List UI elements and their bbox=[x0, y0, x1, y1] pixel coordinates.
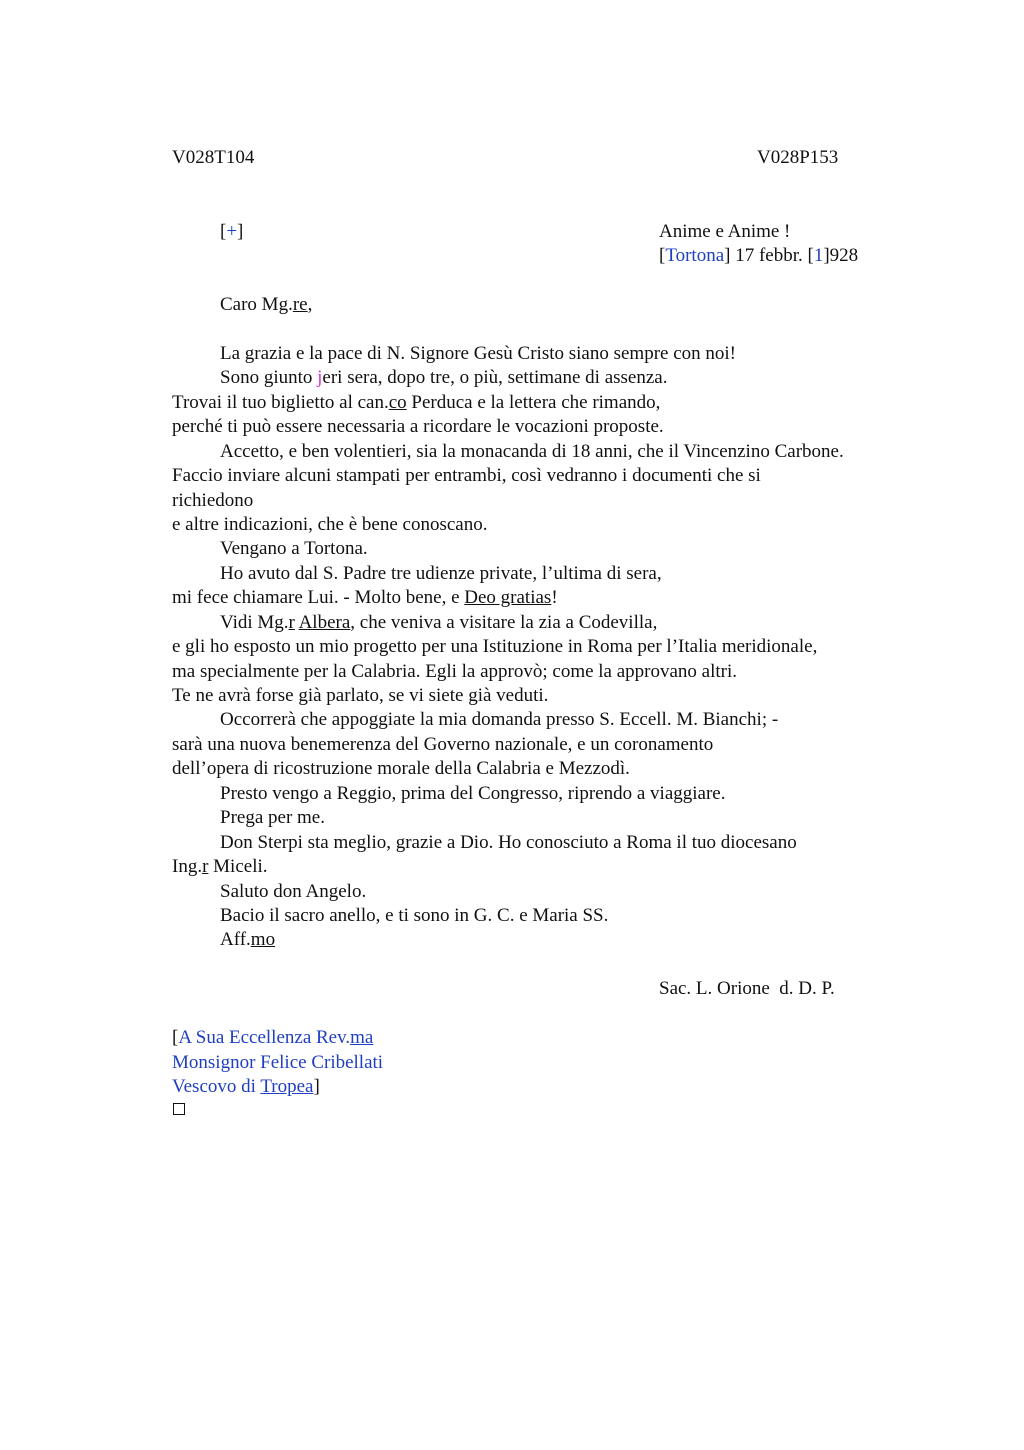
underlined-place: Tropea bbox=[260, 1076, 314, 1097]
body-line-13: e gli ho esposto un mio progetto per una Istituzione in Roma per l’Italia meridionale, bbox=[172, 636, 818, 657]
address-line-3 bbox=[172, 1075, 320, 1099]
abbrev: mo bbox=[250, 929, 276, 950]
body-line-4: perché ti può essere necessaria a ricordare le vocazioni proposte. bbox=[172, 416, 664, 437]
salutation-text: Caro Mg. bbox=[220, 294, 293, 315]
body-line-21: Don Sterpi sta meglio, grazie a Dio. Ho conosciuto a Roma il tuo diocesano bbox=[220, 832, 797, 853]
bracket-close: ] bbox=[313, 1076, 320, 1097]
body-line-8: e altre indicazioni, che è bene conoscano. bbox=[172, 514, 488, 535]
body-line-9: Vengano a Tortona. bbox=[220, 538, 368, 559]
underlined-name: Albera bbox=[298, 612, 351, 633]
text: Trovai il tuo biglietto al can. bbox=[172, 392, 389, 413]
body-line-22 bbox=[172, 855, 268, 879]
text: Aff. bbox=[220, 929, 251, 950]
text: Sono giunto bbox=[220, 367, 318, 388]
square-marker-icon bbox=[173, 1103, 185, 1115]
body-line-14: ma specialmente per la Calabria. Egli la approvò; come la approvano altri. bbox=[172, 661, 738, 682]
abbrev: ma bbox=[350, 1027, 374, 1048]
text: Perduca e la lettera che rimando, bbox=[406, 392, 661, 413]
underlined-phrase: Deo gratias bbox=[464, 587, 552, 608]
body-line-7: richiedono bbox=[172, 490, 254, 511]
body-line-3 bbox=[172, 391, 660, 415]
text: mi fece chiamare Lui. - Molto bene, e bbox=[172, 587, 465, 608]
bracket-open: [ bbox=[659, 245, 666, 266]
body-line-6: Faccio inviare alcuni stampati per entrambi, così vedranno i documenti che si bbox=[172, 465, 761, 486]
body-line-10: Ho avuto dal S. Padre tre udienze private, l’ultima di sera, bbox=[220, 563, 662, 584]
date-text-end: ]928 bbox=[823, 245, 859, 266]
corrected-letter: j bbox=[317, 367, 323, 388]
address-line-1 bbox=[172, 1026, 373, 1050]
text: Vidi Mg. bbox=[220, 612, 289, 633]
signature: Sac. L. Orione d. D. P. bbox=[659, 978, 835, 999]
bracket-close: ] bbox=[724, 245, 731, 266]
cross-symbol: + bbox=[226, 221, 238, 242]
body-line-5: Accetto, e ben volentieri, sia la monacanda di 18 anni, che il Vincenzino Carbone. bbox=[220, 441, 844, 462]
body-line-12 bbox=[220, 611, 657, 635]
body-line-16: Occorrerà che appoggiate la mia domanda presso S. Eccell. M. Bianchi; - bbox=[220, 709, 779, 730]
body-line-1: La grazia e la pace di N. Signore Gesù Cristo siano sempre con noi! bbox=[220, 343, 737, 364]
date-text: 17 febbr. [ bbox=[730, 245, 814, 266]
body-line-17: sarà una nuova benemerenza del Governo nazionale, e un coronamento bbox=[172, 734, 714, 755]
salutation-comma: , bbox=[307, 294, 313, 315]
abbrev: co bbox=[388, 392, 407, 413]
document-code-right: V028P153 bbox=[757, 147, 839, 168]
text: Miceli. bbox=[208, 856, 268, 877]
place-name: Tortona bbox=[665, 245, 725, 266]
text: eri sera, dopo tre, o più, settimane di assenza. bbox=[322, 367, 668, 388]
text: ! bbox=[551, 587, 558, 608]
date-year-digit: 1 bbox=[813, 245, 824, 266]
body-line-24: Bacio il sacro anello, e ti sono in G. C. e Maria SS. bbox=[220, 905, 609, 926]
body-line-19: Presto vengo a Reggio, prima del Congresso, riprendo a viaggiare. bbox=[220, 783, 726, 804]
place-date bbox=[659, 244, 858, 268]
bracket-close: ] bbox=[237, 221, 244, 242]
abbrev: r bbox=[288, 612, 295, 633]
body-line-11 bbox=[172, 586, 558, 610]
salutation bbox=[220, 293, 312, 317]
body-line-15: Te ne avrà forse già parlato, se vi siete già veduti. bbox=[172, 685, 549, 706]
text: Ing. bbox=[172, 856, 203, 877]
motto: Anime e Anime ! bbox=[659, 221, 791, 242]
abbrev: r bbox=[202, 856, 209, 877]
body-line-18: dell’opera di ricostruzione morale della Calabria e Mezzodì. bbox=[172, 758, 630, 779]
address-text: Vescovo di bbox=[172, 1076, 261, 1097]
body-line-25 bbox=[220, 928, 275, 952]
salutation-abbrev: re bbox=[292, 294, 308, 315]
body-line-23: Saluto don Angelo. bbox=[220, 881, 367, 902]
body-line-2 bbox=[220, 366, 667, 390]
bracket-open: [ bbox=[172, 1027, 179, 1048]
address-text: A Sua Eccellenza Rev. bbox=[178, 1027, 351, 1048]
body-line-20: Prega per me. bbox=[220, 807, 325, 828]
address-line-2: Monsignor Felice Cribellati bbox=[172, 1052, 384, 1073]
cross-marker bbox=[220, 220, 243, 244]
text: , che veniva a visitare la zia a Codevilla, bbox=[350, 612, 658, 633]
document-code-left: V028T104 bbox=[172, 147, 255, 168]
bracket-open: [ bbox=[220, 221, 227, 242]
